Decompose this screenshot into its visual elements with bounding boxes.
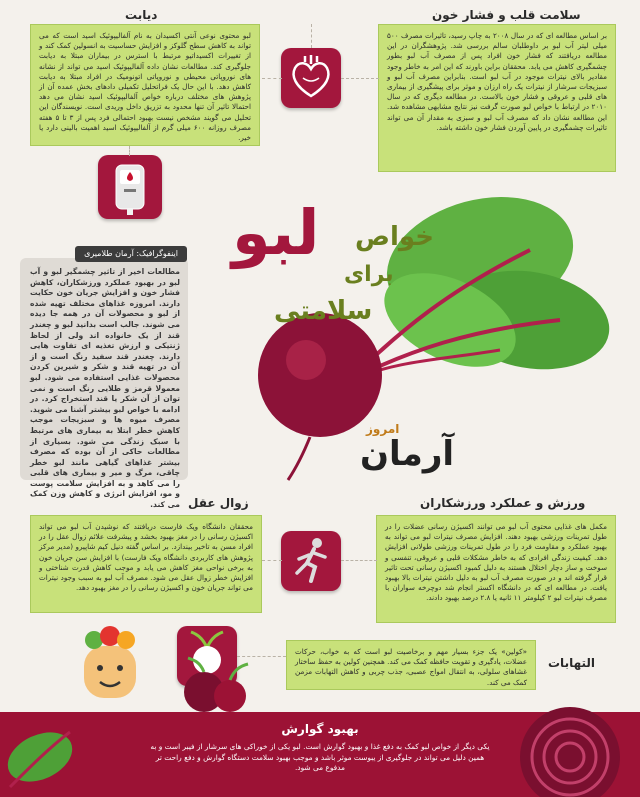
runner-icon bbox=[281, 531, 341, 591]
title-word-4: سلامتی bbox=[274, 296, 373, 326]
intro-credit: اینفوگرافیک: آرمان طلامیری bbox=[75, 246, 187, 262]
connector-brain bbox=[262, 560, 282, 561]
heart-card bbox=[378, 24, 616, 172]
connector-heart bbox=[341, 78, 379, 79]
connector-inflammation bbox=[237, 656, 286, 657]
brain-title: زوال عقل bbox=[188, 496, 249, 510]
title-word-2: لبو bbox=[232, 196, 320, 269]
sport-title: ورزش و عملکرد ورزشکاران bbox=[420, 496, 586, 510]
logo-sub: امروز bbox=[366, 422, 400, 436]
digestion-title: بهبود گوارش bbox=[281, 722, 359, 736]
logo-name: آرمان bbox=[360, 434, 455, 474]
brain-text: محققان دانشگاه ویک فارست دریافتند که نوشیدن آب لبو می تواند اکسیژن رسانی را در مغز بهبود بخشد و پیشرفت علائم زوال عقل را در افراد مسن به تاخیر بیندازد. بر اساس گفته دنیل کیم شاپیرو (مدیر مرکز پژوهش های کاربردی دانشگاه ویک فارست) با افزایش سن جریان خون به برخی نواحی مغز کاهش می یابد و موجب کاهش قدرت شناختی و افزایش خطر زوال عقل می شود. مصرف آب لبو به سبب وجود نیترات می تواند جریان خون و اکسیژن رسانی را در مغز بهبود دهد. bbox=[39, 522, 253, 593]
connector-glucometer bbox=[129, 146, 130, 156]
digestion-text: یکی دیگر از خواص لبو کمک به دفع غذا و بهبود گوارش است. لبو یکی از خوراکی های سرشار از فیبر است و به همین دلیل می تواند در جلوگیری از یبوست موثر باشد و موجب بهبود سلامت دستگاه گوارش و دفع راحت تر مدفوع می شود. bbox=[150, 742, 490, 773]
heart-text: بر اساس مطالعه ای که در سال ۲۰۰۸ به چاپ رسید، تاثیرات مصرف ۵۰۰ میلی لیتر آب لبو بر داوطلبان سالم بررسی شد. پژوهشگران در این مطالعه دریافتند که فشار خون افراد پس از مصرف آب لبو بطور چشمگیری کاهش می یابد. محققان براین باورند که این امر به خاطر وجود مقادیر بالای نیترات موجود در آب لبو است. بنابراین مصرف آب لبو و سبزیجات سرشار از نیترات یک راه ارزان و موثر برای پیشگیری از بیماری های قلبی و عروقی و فشار خون بالاست. در مطالعه دیگری که در سال ۲۰۱۰ در ارتباط با خواص لبو صورت گرفت نیز نتایج مشابهی مشاهده شد. این مطالعه نشان داد که مصرف آب لبو و سبزی به مقدار آن می تواند تاثیرات چشمگیری در پایین آوردن فشار خون داشته باشد. bbox=[387, 31, 607, 132]
brain-card bbox=[30, 515, 262, 613]
diabetes-text: لبو محتوی نوعی آنتی اکسیدان به نام آلفالیپوئیک اسید است که می تواند به کاهش سطح گلوکز و افزایش حساسیت به انسولین کمک کند و از تغییرات اکسیداتیو مرتبط با استرس در بیماران مبتلا به دیابت جلوگیری کند. مطالعات نشان داده آلفالیپوئیک اسید می تواند از نشانه های نوروپاتی محیطی و نوروپاتی اتونومیک در افراد مبتلا به دیابت کاهش دهد. با این حال یک فراتحلیل تکمیلی دادهای بخش عمده آن از پژوهش های مختلف درباره خواص آلفالیپوئیک اسید نشان می دهد احتمالا تاثیر آن تنها محدود به تزریق داخل وریدی است. نویسندگان این تحلیل می گویند مشخص نیست بهبود احتمالی فرد پس از ۳ تا ۵ هفته مصرف روزانه ۶۰۰ میلی گرم از آلفالیپوئیک اسید اهمیت بالینی دارد یا خیر. bbox=[39, 31, 252, 143]
heart-icon-box bbox=[281, 48, 341, 108]
sport-text: مکمل های غذایی محتوی آب لبو می توانند اکسیژن رسانی عضلات را در طول تمرینات ورزشی بهبود دهند. افزایش مصرف نیترات لبو می تواند به بهبود عملکرد و مقاومت فرد را در طول تمرینات ورزشی طولانی افزایش دهد. کیفیت زندگی افرادی که به خاطر مشکلات قلبی و عروقی، تنفسی و سوخت و ساز دچار اختلال هستند به دلیل کمبود اکسیژن رسانی تحت تاثیر قرار گرفته اند و در صورت مصرف آب لبو به دلیل داشتن نیترات بالا بهبود یافت. در مطالعه ای که در دانشگاه اکستر انجام شد دوچرخه سواران با مصرف نیترات لبو ۲ کیلومتر ۱۱ ثانیه یا ۲.۸ درصد بهبود دادند. bbox=[385, 522, 607, 603]
inflammation-card bbox=[286, 640, 536, 690]
diabetes-title: دیابت bbox=[125, 8, 158, 22]
heart-title: سلامت قلب و فشار خون bbox=[432, 8, 581, 22]
inflammation-text: «کولین» یک جزء بسیار مهم و برخاصیت لبو است که به خواب، حرکات عضلات، یادگیری و تقویت حافظه کمک می کند. همچنین کولین به حفظ ساختار غشاهای سلولی، به انتقال امواج عصبی، جذب چربی و کاهش التهابات مزمن کمک می کند. bbox=[295, 647, 527, 687]
sport-card bbox=[376, 515, 616, 623]
heart-icon bbox=[281, 48, 341, 108]
beet-slice-illustration bbox=[500, 697, 640, 797]
logo bbox=[360, 422, 455, 482]
title-word-1: خواص bbox=[355, 222, 434, 252]
brain-icon bbox=[70, 622, 150, 702]
connector-heart-top bbox=[311, 24, 312, 48]
runner-icon-box bbox=[281, 531, 341, 591]
connector-diabetes bbox=[262, 78, 282, 79]
inflammation-title: التهابات bbox=[548, 656, 596, 670]
connector-sport bbox=[341, 560, 377, 561]
diabetes-card bbox=[30, 24, 260, 146]
glucometer-icon bbox=[98, 155, 162, 219]
intro-text: مطالعات اخیر از تاثیر چشمگیر لبو و آب لبو در بهبود عملکرد ورزشکاران، کاهش فشار خون و افزایش جریان خون حکایت دارند. امروزه غذاهای مختلف تهیه شده از لبو و محصولات آن در همه جا دیده می شوند. جالب است بدانید لبو و چغندر قند از یک خانواده اند ولی از لحاظ ژنتیکی و ارزش تغذیه ای تفاوت هایی دارند. چغندر قند سفید رنگ است و از آن در تهیه قند و شکر و شیرین کردن محصولات غذایی استفاده می شود. لبو معمولا قرمز و طلایی رنگ است و نمی توان از آن شکر یا قند استخراج کرد. در ادامه با خواص لبو بیشتر آشنا می شوید. مصرف میوه ها و سبزیجات موجب کاهش خطر ابتلا به بیماری های مرتبط با سبک زندگی می شود. بسیاری از مطالعات حاکی از آن بوده که مصرف بیشتر غذاهای گیاهی مانند لبو خطر چاقی، مرگ و میر و بیماری های قلبی را می کاهد و به افزایش سلامت پوست و مو، افزایش انرژی و کاهش وزن کمک می کند. bbox=[30, 267, 180, 510]
glucometer-icon-box bbox=[98, 155, 162, 219]
beet-pair-illustration bbox=[176, 658, 256, 718]
beet-leaf-illustration bbox=[0, 707, 90, 797]
title-word-3: برای bbox=[344, 262, 394, 287]
